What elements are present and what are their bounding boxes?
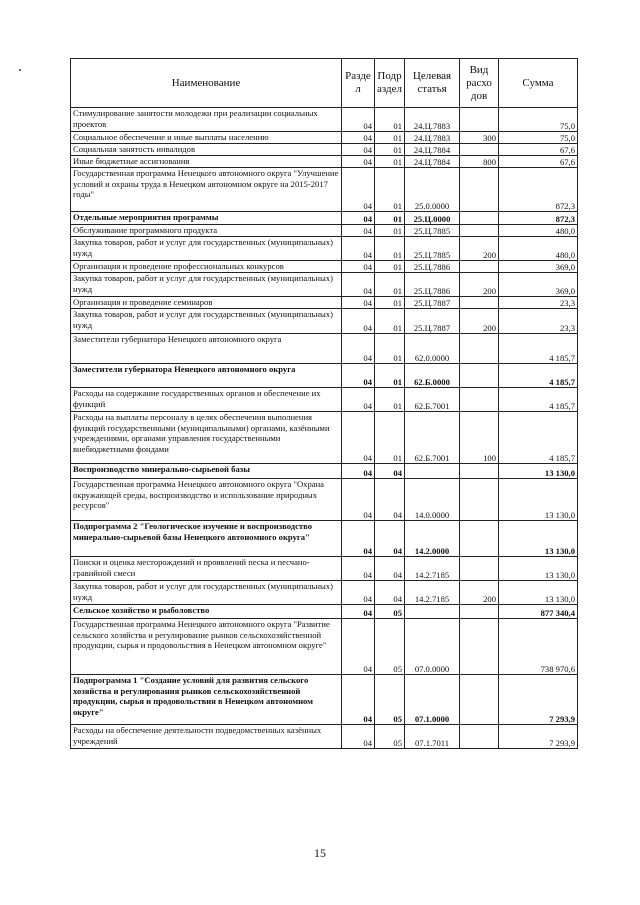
table-row xyxy=(71,479,578,521)
row-section: 04 xyxy=(342,108,375,132)
row-name: Поиски и оценка месторождений и проявлений песка и песчано-гравийной смеси xyxy=(71,557,342,581)
row-expense-type xyxy=(460,297,499,309)
row-subsection: 01 xyxy=(375,388,405,412)
row-section: 04 xyxy=(342,212,375,225)
row-section: 04 xyxy=(342,581,375,605)
row-name: Социальное обеспечение и иные выплаты населению xyxy=(71,132,342,144)
table-row xyxy=(71,619,578,675)
row-amount: 877 340,4 xyxy=(499,605,578,619)
row-expense-type xyxy=(460,108,499,132)
row-section: 04 xyxy=(342,168,375,212)
row-subsection: 05 xyxy=(375,725,405,749)
header-name: Наименование xyxy=(71,59,342,108)
table-row xyxy=(71,334,578,364)
row-target-article: 25.Ц.7886 xyxy=(405,273,460,297)
row-subsection: 01 xyxy=(375,309,405,334)
row-section: 04 xyxy=(342,156,375,168)
row-amount: 75,0 xyxy=(499,132,578,144)
row-expense-type: 200 xyxy=(460,237,499,261)
row-name: Организация и проведение семинаров xyxy=(71,297,342,309)
row-section: 04 xyxy=(342,297,375,309)
row-section: 04 xyxy=(342,132,375,144)
row-subsection: 01 xyxy=(375,156,405,168)
row-expense-type: 200 xyxy=(460,309,499,334)
row-amount: 67,6 xyxy=(499,144,578,156)
row-subsection: 01 xyxy=(375,225,405,237)
row-subsection: 01 xyxy=(375,364,405,388)
row-expense-type: 800 xyxy=(460,156,499,168)
row-amount: 13 130,0 xyxy=(499,581,578,605)
header-section: Разде л xyxy=(342,59,375,108)
table-row xyxy=(71,144,578,156)
row-section: 04 xyxy=(342,273,375,297)
row-subsection: 01 xyxy=(375,168,405,212)
row-name: Сельское хозяйство и рыболовство xyxy=(71,605,342,619)
row-target-article: 25.Ц.7887 xyxy=(405,309,460,334)
row-amount: 23,3 xyxy=(499,297,578,309)
row-expense-type xyxy=(460,364,499,388)
row-name: Расходы на содержание государственных органов и обеспечение их функций xyxy=(71,388,342,412)
table-row xyxy=(71,168,578,212)
row-amount: 480,0 xyxy=(499,237,578,261)
row-target-article: 25.Ц.7886 xyxy=(405,261,460,273)
stray-mark xyxy=(19,69,21,71)
header-amount: Сумма xyxy=(499,59,578,108)
row-expense-type xyxy=(460,225,499,237)
row-target-article: 62.Б.7001 xyxy=(405,412,460,464)
table-row xyxy=(71,412,578,464)
row-amount: 4 185,7 xyxy=(499,364,578,388)
row-subsection: 01 xyxy=(375,212,405,225)
row-section: 04 xyxy=(342,237,375,261)
row-amount: 13 130,0 xyxy=(499,479,578,521)
row-name: Закупка товаров, работ и услуг для государственных (муниципальных) нужд xyxy=(71,309,342,334)
row-expense-type xyxy=(460,619,499,675)
row-expense-type xyxy=(460,212,499,225)
row-section: 04 xyxy=(342,521,375,557)
row-name: Обслуживание программного продукта xyxy=(71,225,342,237)
row-subsection: 01 xyxy=(375,132,405,144)
table-row xyxy=(71,675,578,725)
row-subsection: 05 xyxy=(375,619,405,675)
row-target-article: 25.Ц.0000 xyxy=(405,212,460,225)
row-name: Социальная занятость инвалидов xyxy=(71,144,342,156)
table-row xyxy=(71,273,578,297)
row-amount: 480,0 xyxy=(499,225,578,237)
row-section: 04 xyxy=(342,334,375,364)
row-subsection: 01 xyxy=(375,273,405,297)
row-target-article: 14.2.0000 xyxy=(405,521,460,557)
table-row xyxy=(71,237,578,261)
table-header-row xyxy=(71,59,578,108)
row-target-article: 24.Ц.7884 xyxy=(405,156,460,168)
row-expense-type: 300 xyxy=(460,132,499,144)
header-expense-type: Вид расхо дов xyxy=(460,59,499,108)
row-section: 04 xyxy=(342,225,375,237)
row-expense-type xyxy=(460,521,499,557)
row-expense-type xyxy=(460,261,499,273)
row-section: 04 xyxy=(342,388,375,412)
row-target-article: 24.Ц.7883 xyxy=(405,108,460,132)
row-target-article: 25.Ц.7885 xyxy=(405,225,460,237)
row-name: Закупка товаров, работ и услуг для государственных (муниципальных) нужд xyxy=(71,273,342,297)
row-target-article: 14.2.7185 xyxy=(405,557,460,581)
table-row xyxy=(71,156,578,168)
table-row xyxy=(71,557,578,581)
row-expense-type xyxy=(460,557,499,581)
row-section: 04 xyxy=(342,725,375,749)
row-target-article: 24.Ц.7884 xyxy=(405,144,460,156)
row-subsection: 01 xyxy=(375,412,405,464)
row-subsection: 01 xyxy=(375,237,405,261)
table-row xyxy=(71,725,578,749)
table-row xyxy=(71,212,578,225)
row-amount: 7 293,9 xyxy=(499,675,578,725)
row-expense-type xyxy=(460,725,499,749)
row-expense-type: 100 xyxy=(460,412,499,464)
row-section: 04 xyxy=(342,412,375,464)
row-section: 04 xyxy=(342,675,375,725)
budget-table xyxy=(70,58,578,749)
row-name: Отдельные мероприятия программы xyxy=(71,212,342,225)
row-subsection: 05 xyxy=(375,605,405,619)
row-target-article: 14.2.7185 xyxy=(405,581,460,605)
row-target-article: 07.0.0000 xyxy=(405,619,460,675)
row-section: 04 xyxy=(342,144,375,156)
row-amount: 23,3 xyxy=(499,309,578,334)
row-section: 04 xyxy=(342,464,375,479)
row-amount: 4 185,7 xyxy=(499,412,578,464)
row-amount: 13 130,0 xyxy=(499,521,578,557)
row-target-article: 25.Ц.7887 xyxy=(405,297,460,309)
row-target-article xyxy=(405,605,460,619)
row-amount: 13 130,0 xyxy=(499,464,578,479)
row-target-article: 07.1.7011 xyxy=(405,725,460,749)
table-row xyxy=(71,309,578,334)
table-row xyxy=(71,388,578,412)
row-section: 04 xyxy=(342,605,375,619)
row-expense-type xyxy=(460,675,499,725)
row-name: Государственная программа Ненецкого автономного округа "Улучшение условий и охраны труда в Ненецком автономном округе на 2015-2017 годы" xyxy=(71,168,342,212)
row-subsection: 05 xyxy=(375,675,405,725)
row-name: Закупка товаров, работ и услуг для государственных (муниципальных) нужд xyxy=(71,581,342,605)
row-expense-type xyxy=(460,605,499,619)
row-amount: 13 130,0 xyxy=(499,557,578,581)
row-name: Государственная программа Ненецкого автономного округа "Охрана окружающей среды, воспроизводство и использование природных ресурсов" xyxy=(71,479,342,521)
row-subsection: 04 xyxy=(375,521,405,557)
table-row xyxy=(71,605,578,619)
row-target-article: 25.Ц.7885 xyxy=(405,237,460,261)
row-subsection: 01 xyxy=(375,144,405,156)
row-name: Заместители губернатора Ненецкого автономного округа xyxy=(71,334,342,364)
row-subsection: 04 xyxy=(375,479,405,521)
row-target-article: 14.0.0000 xyxy=(405,479,460,521)
table-row xyxy=(71,581,578,605)
row-expense-type xyxy=(460,479,499,521)
row-target-article: 62.Б.0000 xyxy=(405,364,460,388)
row-expense-type: 200 xyxy=(460,581,499,605)
table-row xyxy=(71,364,578,388)
table-row xyxy=(71,521,578,557)
header-target-article: Целевая статья xyxy=(405,59,460,108)
row-subsection: 01 xyxy=(375,334,405,364)
table-body xyxy=(71,108,578,749)
row-section: 04 xyxy=(342,364,375,388)
row-expense-type: 200 xyxy=(460,273,499,297)
row-section: 04 xyxy=(342,309,375,334)
table-row xyxy=(71,261,578,273)
row-subsection: 01 xyxy=(375,297,405,309)
row-target-article: 07.1.0000 xyxy=(405,675,460,725)
row-name: Подпрограмма 1 "Создание условий для развития сельского хозяйства и регулирования рынков сельскохозяйственной продукции, сырья и продовольствия в Ненецком автономном округе" xyxy=(71,675,342,725)
row-name: Иные бюджетные ассигнования xyxy=(71,156,342,168)
row-target-article: 24.Ц.7883 xyxy=(405,132,460,144)
row-amount: 872,3 xyxy=(499,212,578,225)
row-name: Организация и проведение профессиональных конкурсов xyxy=(71,261,342,273)
row-expense-type xyxy=(460,334,499,364)
row-amount: 67,6 xyxy=(499,156,578,168)
row-amount: 369,0 xyxy=(499,273,578,297)
row-name: Расходы на обеспечение деятельности подведомственных казённых учреждений xyxy=(71,725,342,749)
row-expense-type xyxy=(460,388,499,412)
row-section: 04 xyxy=(342,479,375,521)
row-subsection: 01 xyxy=(375,108,405,132)
row-target-article: 62.Б.7001 xyxy=(405,388,460,412)
row-target-article: 62.0.0000 xyxy=(405,334,460,364)
row-name: Стимулирование занятости молодежи при реализации социальных проектов xyxy=(71,108,342,132)
row-expense-type xyxy=(460,144,499,156)
row-name: Закупка товаров, работ и услуг для государственных (муниципальных) нужд xyxy=(71,237,342,261)
row-subsection: 01 xyxy=(375,261,405,273)
row-amount: 369,0 xyxy=(499,261,578,273)
row-name: Расходы на выплаты персоналу в целях обеспечения выполнения функций государственными (муниципальными) органами, казёнными учреждениями, органами управления государственными внебюджетными фондами xyxy=(71,412,342,464)
row-subsection: 04 xyxy=(375,581,405,605)
table-row xyxy=(71,297,578,309)
row-amount: 4 185,7 xyxy=(499,334,578,364)
row-name: Государственная программа Ненецкого автономного округа "Развитие сельского хозяйства и регулирование рынков сельскохозяйственной продукции, сырья и продовольствия в Ненецком автономном округе" xyxy=(71,619,342,675)
row-subsection: 04 xyxy=(375,557,405,581)
row-amount: 872,3 xyxy=(499,168,578,212)
row-section: 04 xyxy=(342,261,375,273)
row-expense-type xyxy=(460,464,499,479)
table-row xyxy=(71,464,578,479)
row-subsection: 04 xyxy=(375,464,405,479)
row-amount: 75,0 xyxy=(499,108,578,132)
row-section: 04 xyxy=(342,557,375,581)
table-row xyxy=(71,108,578,132)
table-row xyxy=(71,132,578,144)
row-target-article: 25.0.0000 xyxy=(405,168,460,212)
row-name: Подпрограмма 2 "Геологическое изучение и воспроизводство минерально-сырьевой базы Ненецкого автономного округа" xyxy=(71,521,342,557)
row-name: Заместители губернатора Ненецкого автономного округа xyxy=(71,364,342,388)
page-number: 15 xyxy=(314,846,326,860)
header-subsection: Подр аздел xyxy=(375,59,405,108)
table-row xyxy=(71,225,578,237)
row-amount: 738 970,6 xyxy=(499,619,578,675)
row-section: 04 xyxy=(342,619,375,675)
row-amount: 7 293,9 xyxy=(499,725,578,749)
row-amount: 4 185,7 xyxy=(499,388,578,412)
row-name: Воспроизводство минерально-сырьевой базы xyxy=(71,464,342,479)
row-target-article xyxy=(405,464,460,479)
row-expense-type xyxy=(460,168,499,212)
